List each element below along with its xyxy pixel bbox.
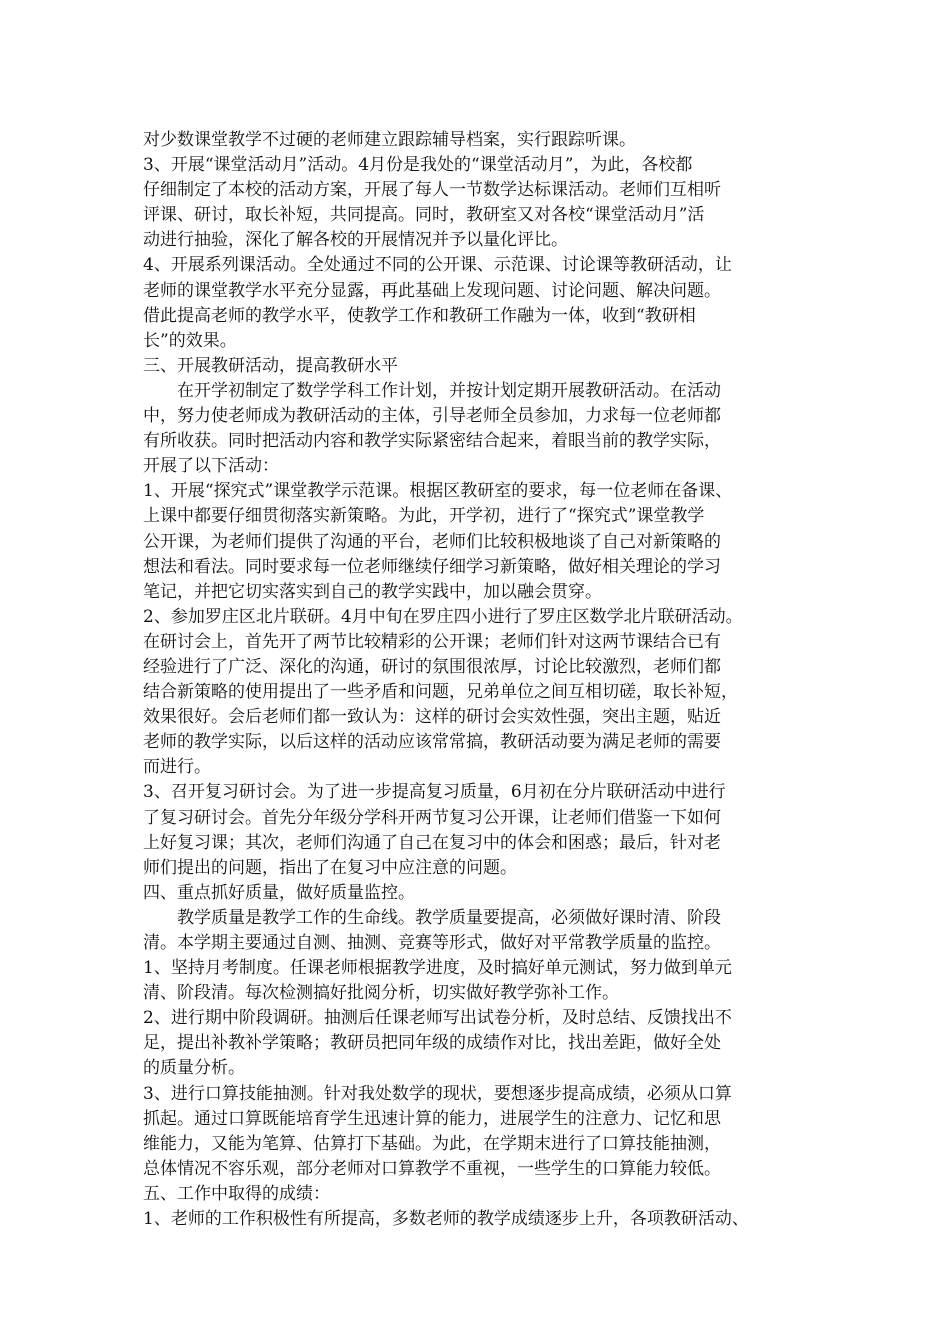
- text-line: 有所收获。同时把活动内容和教学实际紧密结合起来，着眼当前的教学实际，: [143, 431, 721, 452]
- text-line: 经验进行了广泛、深化的沟通，研讨的氛围很浓厚，讨论比较激烈，老师们都: [143, 656, 721, 677]
- text-line: 3、召开复习研讨会。为了进一步提高复习质量，6月初在分片联研活动中进行: [143, 782, 726, 803]
- text-line: 清、阶段清。每次检测搞好批阅分析，切实做好教学弥补工作。: [143, 983, 619, 1004]
- text-line: 1、坚持月考制度。任课老师根据教学进度，及时搞好单元测试，努力做到单元: [143, 958, 732, 979]
- text-line: 在研讨会上，首先开了两节比较精彩的公开课；老师们针对这两节课结合已有: [143, 631, 721, 652]
- text-line: 了复习研讨会。首先分年级分学科开两节复习公开课，让老师们借鉴一下如何: [143, 807, 721, 828]
- text-line: 在开学初制定了数学学科工作计划，并按计划定期开展教研活动。在活动: [143, 380, 721, 401]
- text-line: 上好复习课；其次，老师们沟通了自己在复习中的体会和困惑；最后，针对老: [143, 832, 721, 853]
- text-line: 老师的教学实际，以后这样的活动应该常常搞，教研活动要为满足老师的需要: [143, 732, 721, 753]
- text-line: 借此提高老师的教学水平，使教学工作和教研工作融为一体，收到“教研相: [143, 305, 696, 326]
- text-line: 1、开展“探究式”课堂教学示范课。根据区教研室的要求，每一位老师在备课、: [143, 481, 733, 502]
- text-line: 2、参加罗庄区北片联研。4月中旬在罗庄四小进行了罗庄区数学北片联研活动。: [143, 606, 743, 627]
- text-line: 老师的课堂教学水平充分显露，再此基础上发现问题、讨论问题、解决问题。: [143, 280, 721, 301]
- text-line: 仔细制定了本校的活动方案，开展了每人一节数学达标课活动。老师们互相听: [143, 180, 721, 201]
- text-line: 开展了以下活动：: [143, 456, 279, 477]
- text-line: 结合新策略的使用提出了一些矛盾和问题，兄弟单位之间互相切磋，取长补短，: [143, 682, 738, 703]
- text-line: 维能力，又能为笔算、估算打下基础。为此，在学期末进行了口算技能抽测，: [143, 1133, 721, 1154]
- text-line: 对少数课堂教学不过硬的老师建立跟踪辅导档案，实行跟踪听课。: [143, 130, 636, 150]
- text-line: 中，努力使老师成为教研活动的主体，引导老师全员参加，力求每一位老师都: [143, 406, 721, 427]
- text-line: 2、进行期中阶段调研。抽测后任课老师写出试卷分析，及时总结、反馈找出不: [143, 1008, 732, 1029]
- text-line: 动进行抽验，深化了解各校的开展情况并予以量化评比。: [143, 230, 568, 251]
- text-line: 的质量分析。: [143, 1058, 245, 1079]
- text-line: 清。本学期主要通过自测、抽测、竞赛等形式，做好对平常教学质量的监控。: [143, 933, 721, 953]
- text-line: 效果很好。会后老师们都一致认为：这样的研讨会实效性强，突出主题，贴近: [143, 707, 721, 728]
- text-line: 而进行。: [143, 757, 211, 778]
- text-line: 足，提出补教补学策略；教研员把同年级的成绩作对比，找出差距，做好全处: [143, 1033, 721, 1054]
- text-line: 4、开展系列课活动。全处通过不同的公开课、示范课、讨论课等教研活动，让: [143, 255, 732, 276]
- text-line: 3、进行口算技能抽测。针对我处数学的现状，要想逐步提高成绩，必须从口算: [143, 1083, 732, 1104]
- text-line: 教学质量是教学工作的生命线。教学质量要提高，必须做好课时清、阶段: [143, 907, 721, 928]
- text-line: 想法和看法。同时要求每一位老师继续仔细学习新策略，做好相关理论的学习: [143, 556, 721, 577]
- text-line: 长”的效果。: [143, 330, 237, 351]
- text-line: 上课中都要仔细贯彻落实新策略。为此，开学初，进行了“探究式”课堂教学: [143, 506, 705, 527]
- text-line: 公开课，为老师们提供了沟通的平台，老师们比较积极地谈了自己对新策略的: [143, 531, 721, 552]
- text-line: 3、开展“课堂活动月”活动。4月份是我处的“课堂活动月”，为此，各校都: [143, 155, 693, 176]
- document-body: [143, 128, 823, 1232]
- section-heading: 五、工作中取得的成绩：: [143, 1183, 330, 1204]
- section-heading: 四、重点抓好质量，做好质量监控。: [143, 882, 415, 903]
- text-line: 总体情况不容乐观，部分老师对口算教学不重视，一些学生的口算能力较低。: [143, 1158, 721, 1179]
- text-line: 抓起。通过口算既能培育学生迅速计算的能力，进展学生的注意力、记忆和思: [143, 1108, 721, 1129]
- text-line: 笔记，并把它切实落实到自己的教学实践中，加以融会贯穿。: [143, 581, 602, 602]
- text-line: 师们提出的问题，指出了在复习中应注意的问题。: [143, 857, 517, 878]
- text-line: 评课、研讨，取长补短，共同提高。同时，教研室又对各校“课堂活动月”活: [143, 205, 705, 226]
- text-line: 1、老师的工作积极性有所提高，多数老师的教学成绩逐步上升，各项教研活动、: [143, 1209, 749, 1230]
- section-heading: 三、开展教研活动，提高教研水平: [143, 355, 398, 376]
